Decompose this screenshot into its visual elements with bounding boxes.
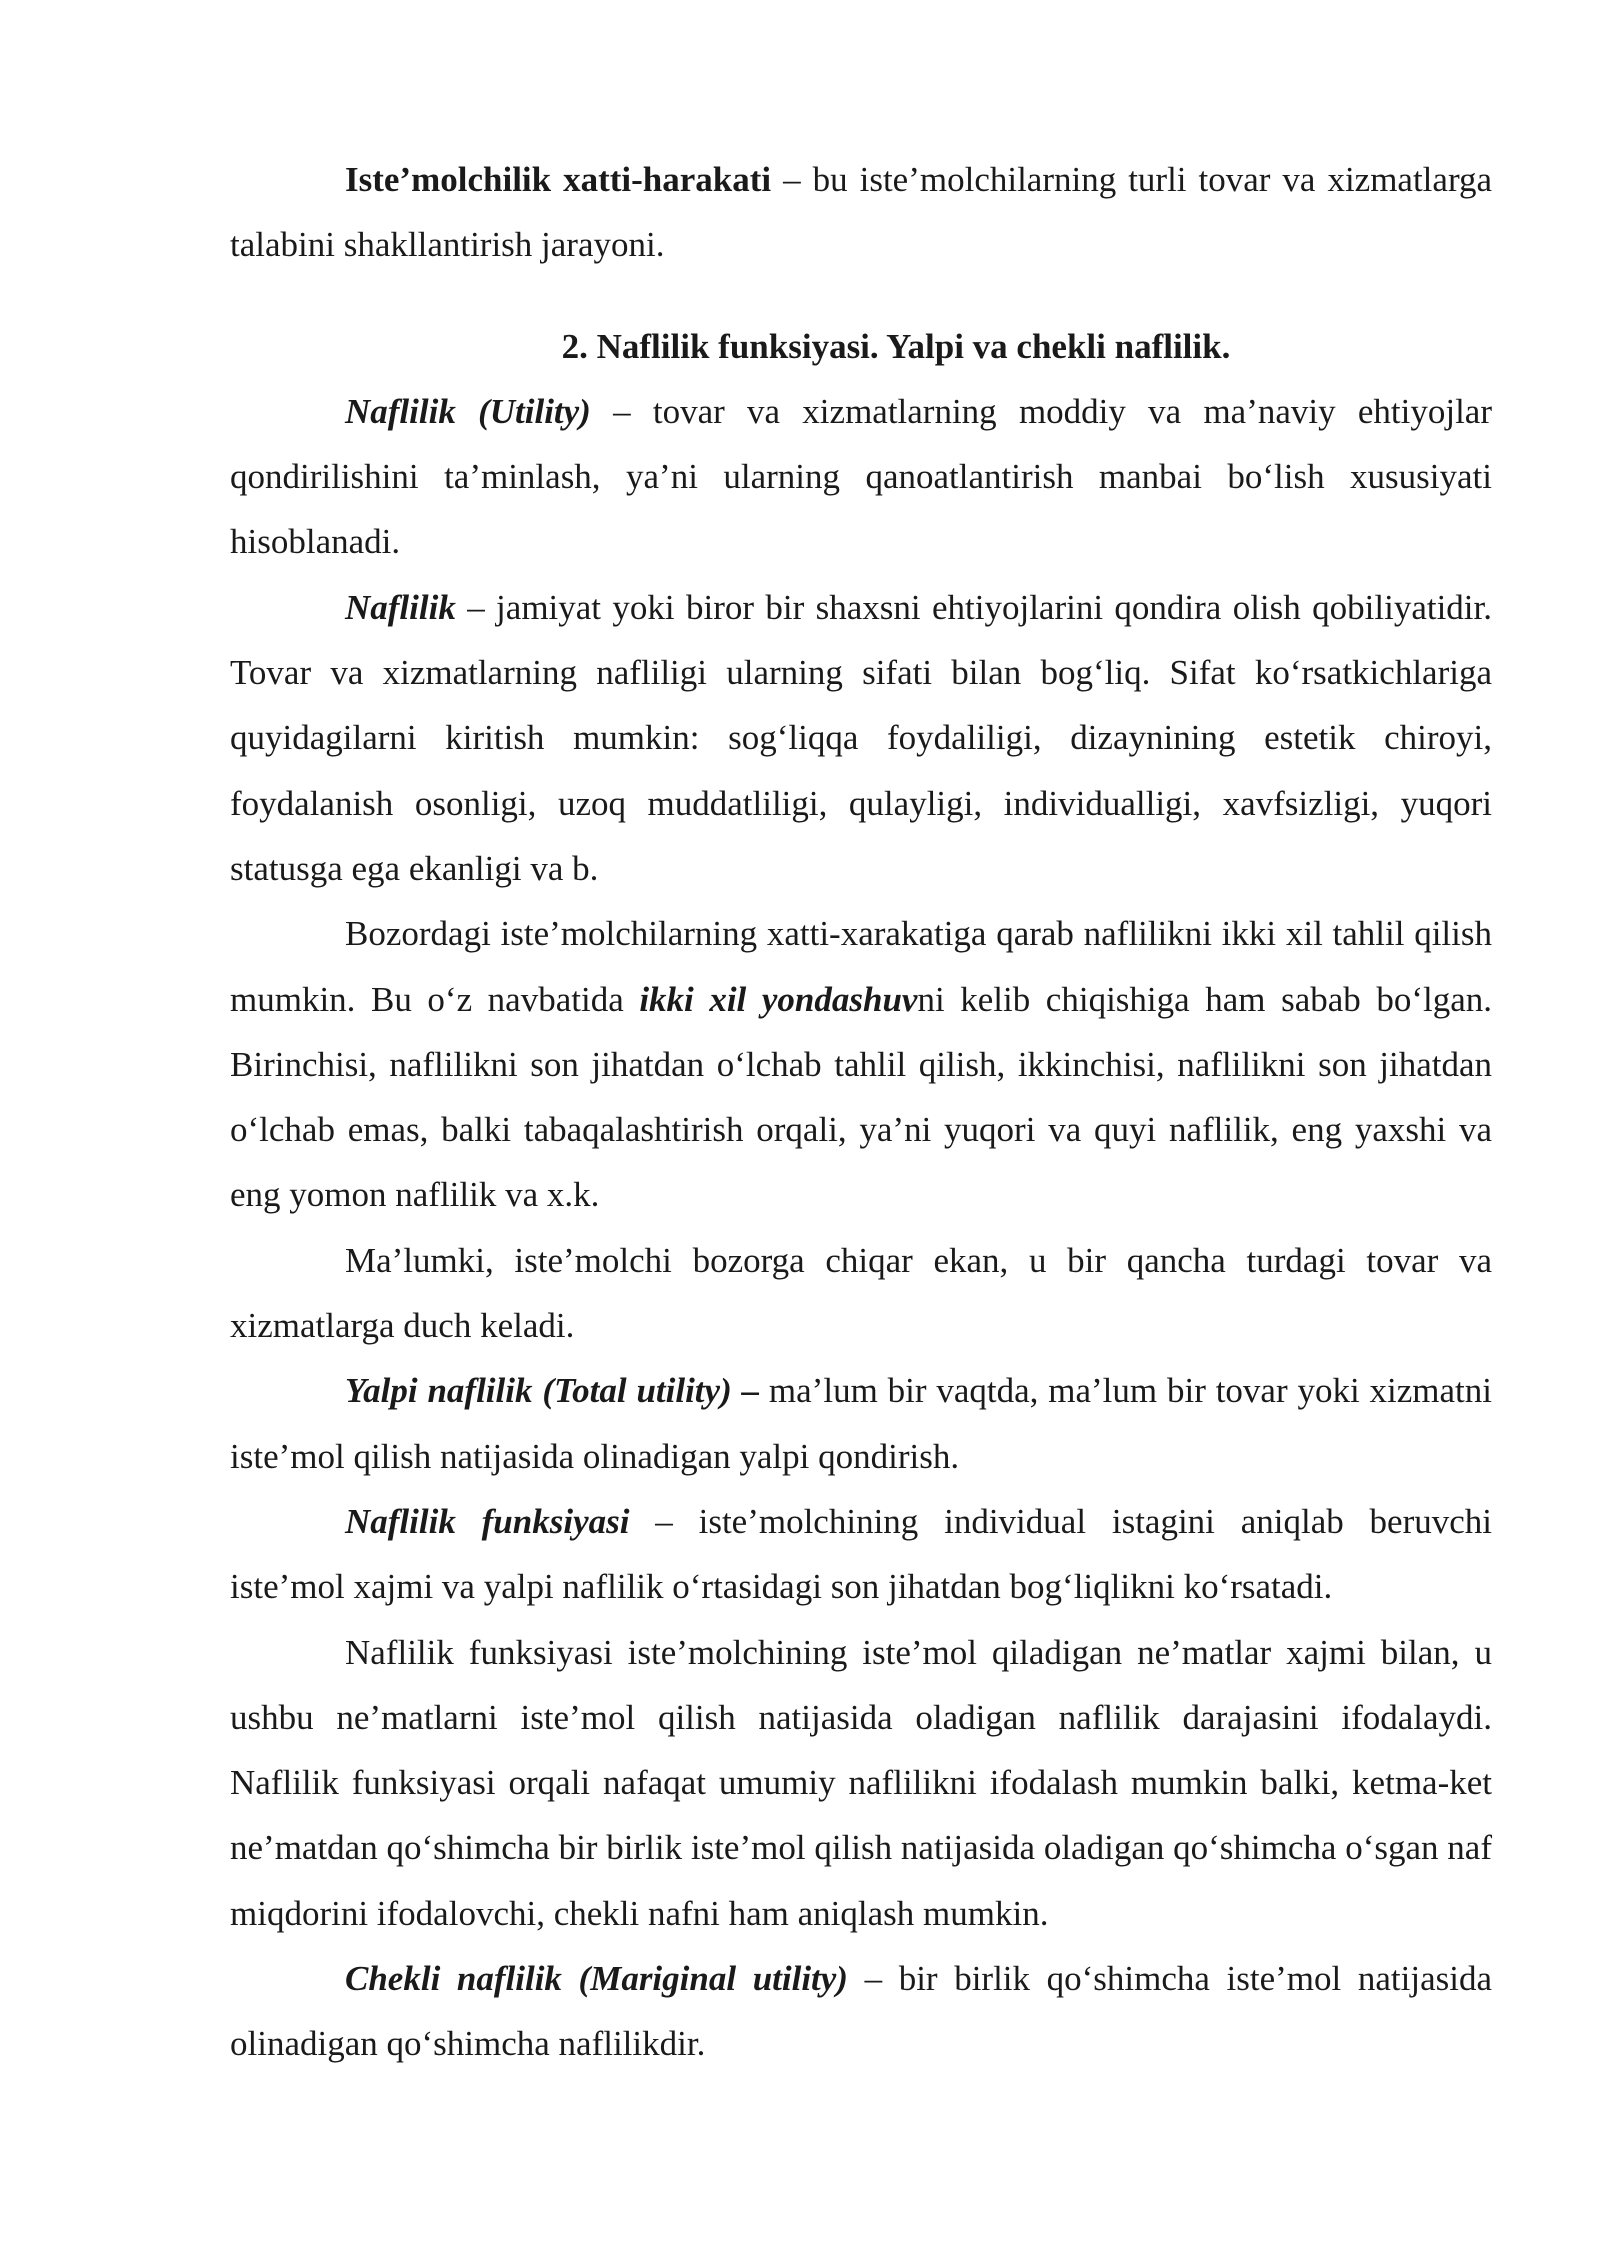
section-heading: 2. Naflilik funksiyasi. Yalpi va chekli naflilik.	[561, 326, 1231, 366]
paragraph-utility	[230, 379, 1492, 575]
paragraph-market: Ma’lumki, iste’molchi bozorga chiqar ekan, u bir qancha turdagi tovar va xizmatlarga duch keladi.	[230, 1240, 1492, 1346]
paragraph-utility-function	[230, 1489, 1492, 1620]
text-two-approaches-after: ni kelib chiqishiga ham sabab bo‘lgan. Birinchisi, naflilikni son jihatdan o‘lchab tahlil qilish, ikkinchisi, naflilikni son jihatdan o‘lchab emas, balki tabaqalashtirish orqali, ya’ni yuqori va quyi naflilik, eng yaxshi va eng yomon naflilik va x.k.	[230, 979, 1493, 1215]
term-two-approaches: ikki xil yondashuv	[639, 979, 918, 1019]
definition-marginal-utility: – bir birlik qo‘shimcha iste’mol natijasida olinadigan qo‘shimcha naflilikdir.	[230, 1959, 1492, 2064]
term-total-utility: Yalpi naflilik (Total utility) –	[345, 1371, 760, 1411]
text-two-approaches-before: Bozordagi iste’molchilarning xatti-xarakatiga qarab naflilikni ikki xil tahlil qilish mumkin. Bu o‘z navbatida	[230, 914, 1492, 1019]
term-utility: Naflilik (Utility)	[345, 391, 591, 431]
definition-total-utility: ma’lum bir vaqtda, ma’lum bir tovar yoki xizmatni iste’mol qilish natijasida olinadigan yalpi qondirish.	[230, 1371, 1492, 1476]
term-utility-function: Naflilik funksiyasi	[345, 1501, 630, 1541]
definition-utility: – tovar va xizmatlarning moddiy va ma’naviy ehtiyojlar qondirilishini ta’minlash, ya’ni ularning qanoatlantirish manbai bo‘lish xususiyati hisoblanadi.	[230, 391, 1492, 562]
document-page	[230, 147, 1492, 2077]
term-marginal-utility: Chekli naflilik (Mariginal utility)	[345, 1959, 848, 1999]
paragraph-total-utility	[230, 1358, 1492, 1489]
paragraph-two-approaches	[230, 901, 1492, 1227]
term-naflilik: Naflilik	[345, 587, 456, 627]
definition-consumer-behavior: – bu iste’molchilarning turli tovar va xizmatlarga talabini shakllantirish jarayoni.	[230, 160, 1492, 265]
definition-naflilik: – jamiyat yoki biror bir shaxsni ehtiyojlarini qondira olish qobiliyatidir. Tovar va xizmatlarning nafliligi ularning sifati bilan bog‘liq. Sifat ko‘rsatkichlariga quyidagilarni kiritish mumkin: sog‘liqqa foydaliligi, dizaynining estetik chiroyi, foydalanish osonligi, uzoq muddatliligi, qulayligi, individualligi, xavfsizligi, yuqori statusga ega ekanligi va b.	[230, 587, 1492, 888]
paragraph-consumer-behavior	[230, 147, 1492, 278]
definition-utility-function: – iste’molchining individual istagini aniqlab beruvchi iste’mol xajmi va yalpi naflilik o‘rtasidagi son jihatdan bog‘liqlikni ko‘rsatadi.	[230, 1501, 1493, 1607]
term-consumer-behavior: Iste’molchilik xatti-harakati	[345, 160, 772, 199]
paragraph-utility-function-detail: Naflilik funksiyasi iste’molchining iste’mol qiladigan ne’matlar xajmi bilan, u ushbu ne’matlarni iste’mol qilish natijasida oladigan naflilik darajasini ifodalaydi. Naflilik funksiyasi orqali nafaqat umumiy naflilikni ifodalash mumkin balki, ketma-ket ne’matdan qo‘shimcha bir birlik iste’mol qilish natijasida oladigan qo‘shimcha o‘sgan naf miqdorini ifodalovchi, chekli nafni ham aniqlash mumkin.	[230, 1632, 1492, 1933]
paragraph-naflilik	[230, 575, 1492, 901]
paragraph-marginal-utility	[230, 1946, 1492, 2077]
